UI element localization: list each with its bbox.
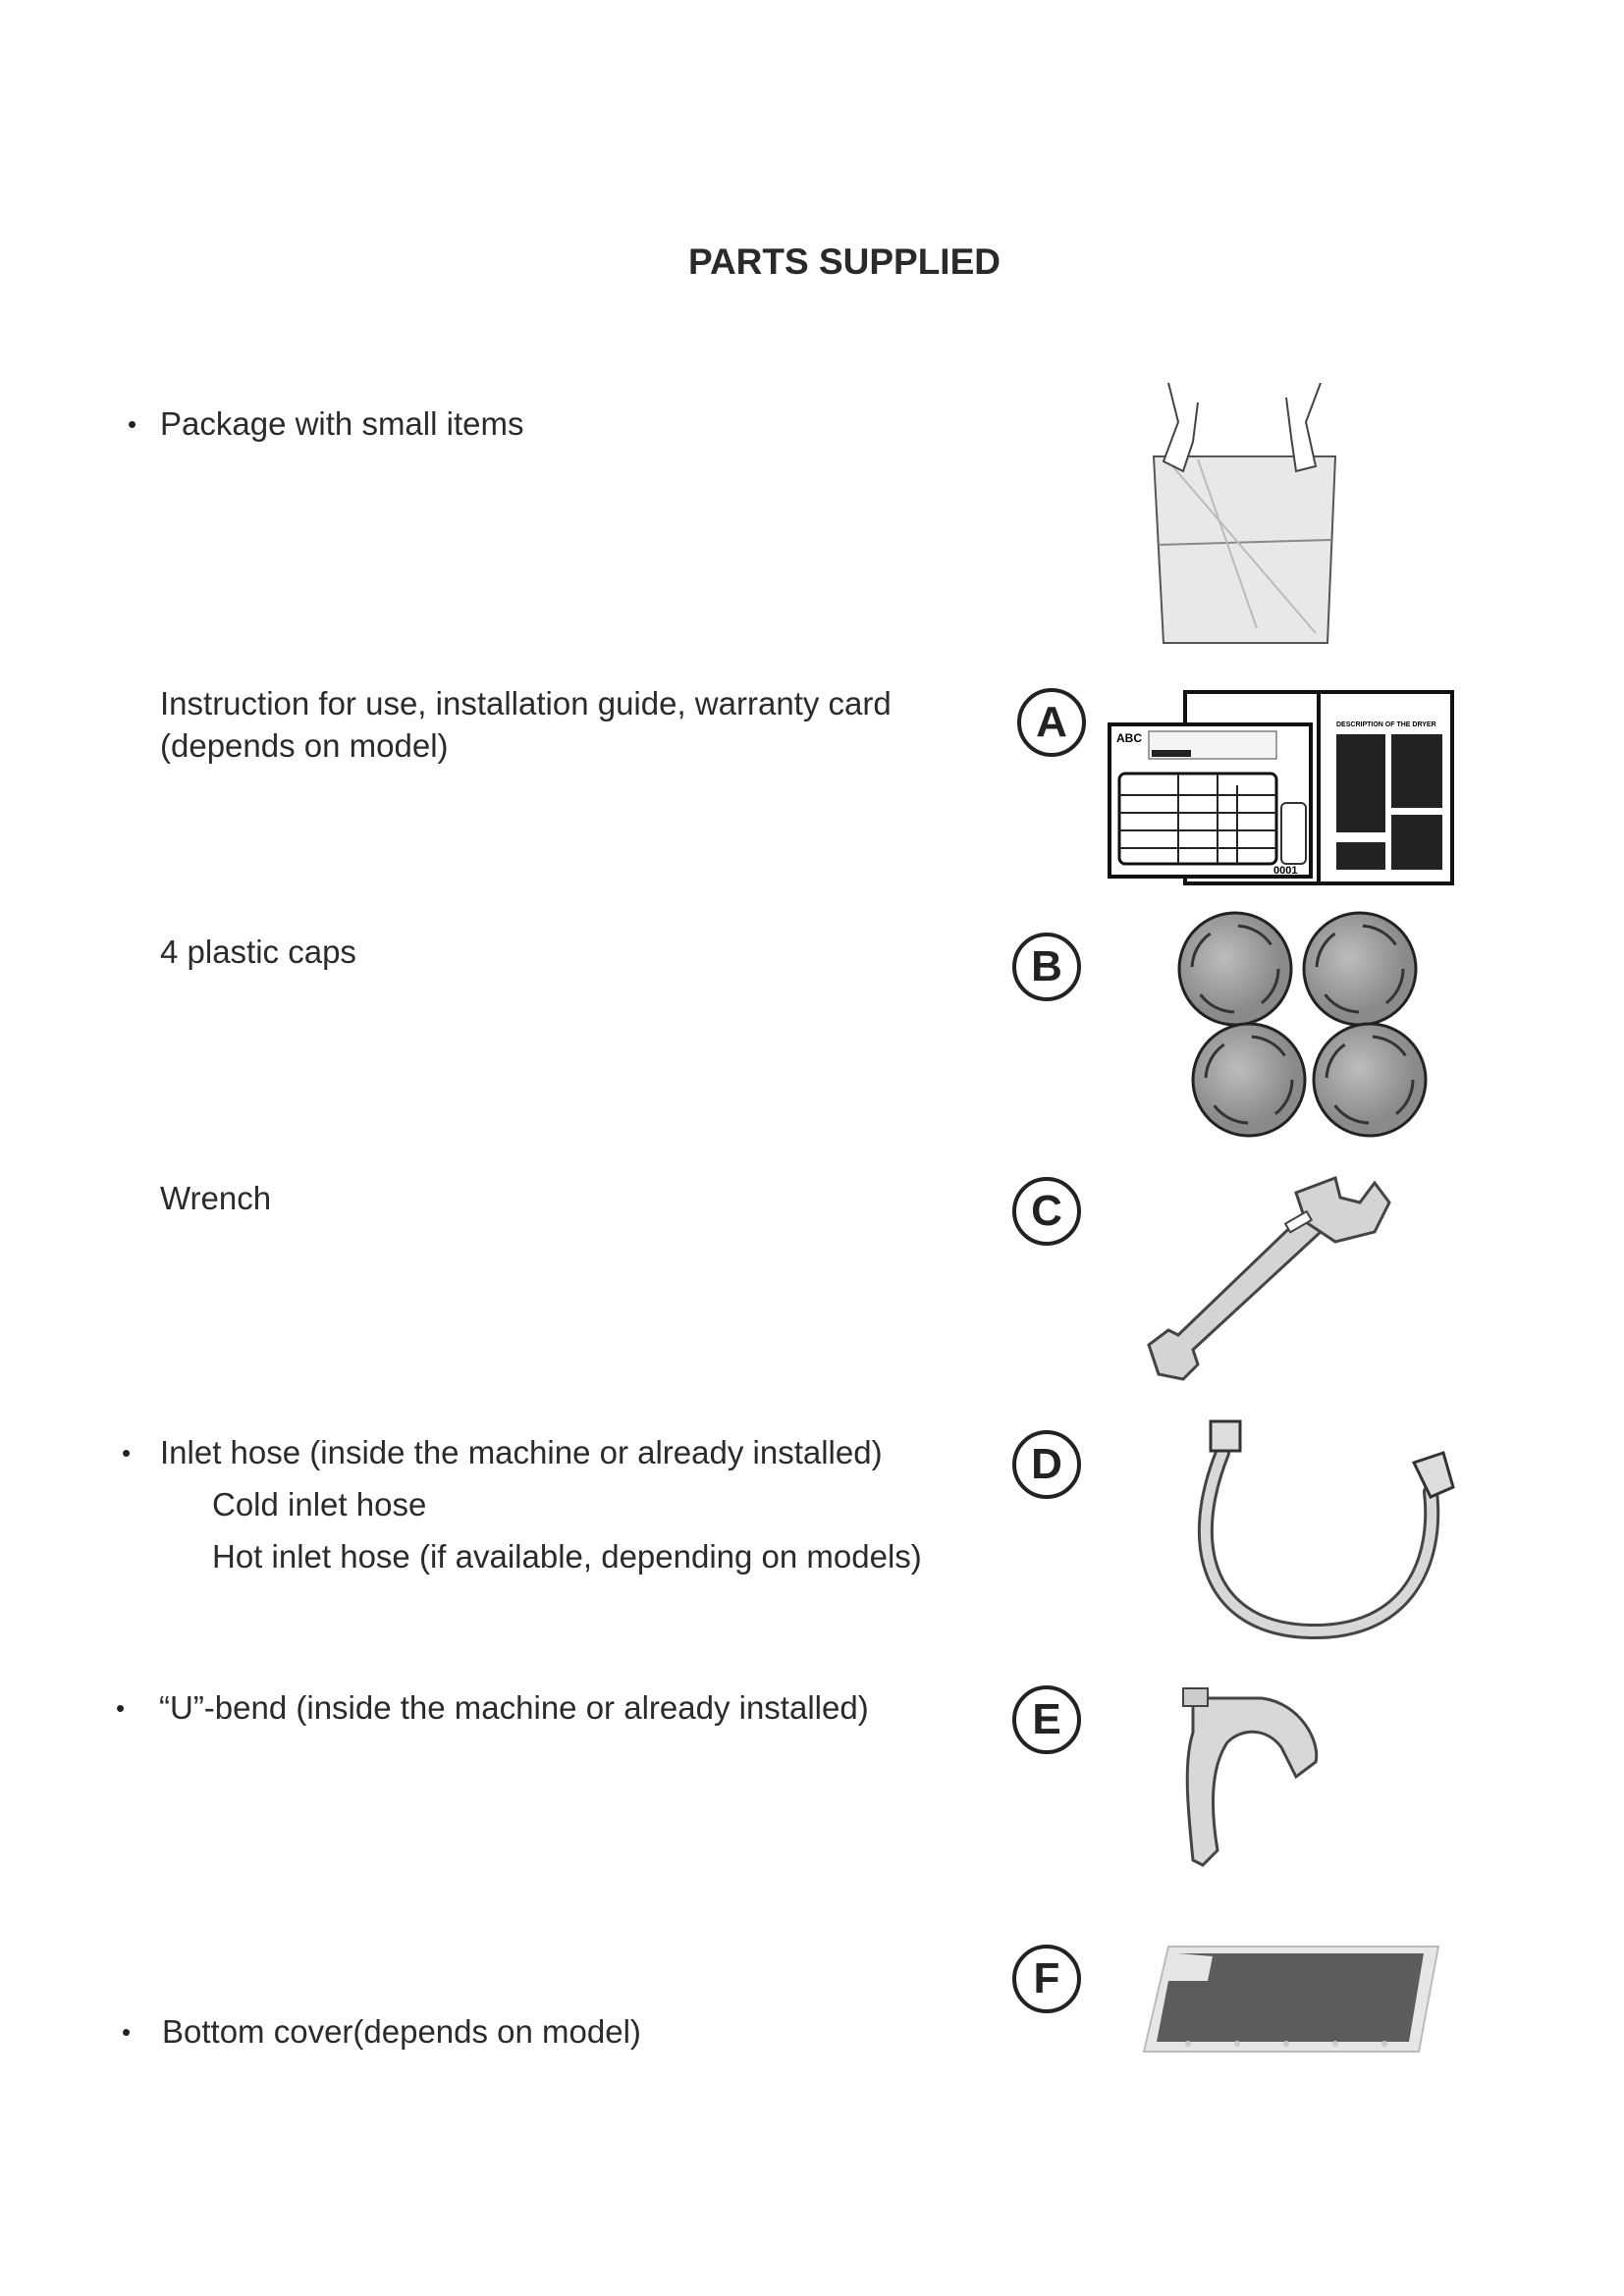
label-a: A: [1017, 688, 1086, 757]
illustration-number: 0001: [1273, 865, 1298, 877]
u-bend-icon: [1173, 1683, 1330, 1875]
item-f-text: Bottom cover(depends on model): [162, 2013, 641, 2050]
bullet: •: [122, 2017, 132, 2047]
manual-document-icon: [1105, 687, 1458, 888]
illustration-heading: DESCRIPTION OF THE DRYER: [1336, 721, 1436, 728]
item-d-text: Inlet hose (inside the machine or already installed): [160, 1434, 883, 1470]
item-c-text: Wrench: [160, 1180, 272, 1216]
bullet: •: [128, 409, 137, 439]
item-a-text-line1: Instruction for use, installation guide, warranty card: [160, 685, 892, 721]
item-d-subtext-cold: Cold inlet hose: [212, 1486, 427, 1522]
item-e-text: “U”-bend (inside the machine or already installed): [159, 1689, 869, 1726]
bullet: •: [116, 1693, 126, 1723]
inlet-hose-icon: [1173, 1414, 1468, 1644]
plastic-caps-icon: [1173, 908, 1434, 1144]
label-c: C: [1012, 1177, 1081, 1246]
item-package-text: Package with small items: [160, 405, 524, 442]
label-b: B: [1012, 933, 1081, 1001]
item-a-text-line2: (depends on model): [160, 727, 449, 764]
label-e: E: [1012, 1685, 1081, 1754]
label-d: D: [1012, 1430, 1081, 1499]
illustration-brand: ABC: [1116, 731, 1142, 745]
label-f: F: [1012, 1945, 1081, 2013]
wrench-icon: [1139, 1173, 1399, 1384]
package-bag-icon: [1139, 383, 1355, 653]
item-d-subtext-hot: Hot inlet hose (if available, depending on models): [212, 1538, 922, 1575]
bullet: •: [122, 1438, 132, 1468]
page-title: PARTS SUPPLIED: [688, 241, 1001, 282]
item-b-text: 4 plastic caps: [160, 934, 356, 970]
bottom-cover-icon: [1139, 1942, 1443, 2059]
